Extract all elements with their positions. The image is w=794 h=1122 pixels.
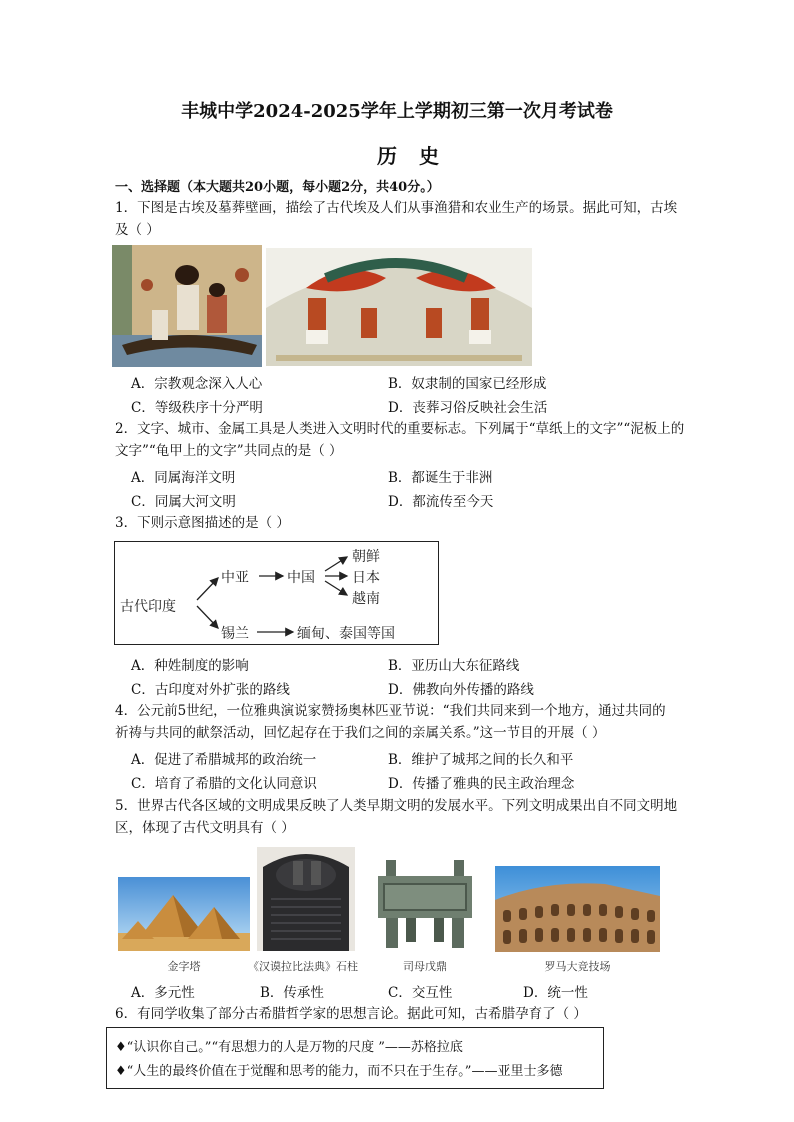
pyramids-image <box>118 877 250 951</box>
question-1-line1: 1．下图是古埃及墓葬壁画，描绘了古代埃及人们从事渔猎和农业生产的场景。据此可知，古埃 <box>115 200 678 216</box>
q3-option-a[interactable]: A．种姓制度的影响 <box>131 658 249 674</box>
diagram-node-dest3: 越南 <box>352 591 380 607</box>
colosseum-image <box>495 866 660 952</box>
question-4-stem <box>115 700 695 744</box>
hammurabi-stele-image <box>257 847 355 951</box>
caption-hammurabi: 《汉谟拉比法典》石柱 <box>248 960 358 973</box>
q3-option-b[interactable]: B．亚历山大东征路线 <box>388 658 520 674</box>
diagram-node-origin: 古代印度 <box>120 599 176 615</box>
q4-option-c[interactable]: C．培育了希腊的文化认同意识 <box>131 776 317 792</box>
q1-option-b[interactable]: B．奴隶制的国家已经形成 <box>388 376 547 392</box>
question-2-line1: 2．文字、城市、金属工具是人类进入文明时代的重要标志。下列属于“草纸上的文字”“泥板上的 <box>115 421 685 437</box>
question-1-stem <box>115 197 695 241</box>
q4-option-a[interactable]: A．促进了希腊城邦的政治统一 <box>131 752 317 768</box>
section-heading: 一、选择题（本大题共20小题，每小题2分，共40分。） <box>115 180 440 195</box>
question-1-line2: 及（ ） <box>115 222 160 238</box>
diagram-node-dest2: 日本 <box>352 570 380 586</box>
q5-option-c[interactable]: C．交互性 <box>388 985 453 1001</box>
question-2-stem <box>115 418 695 462</box>
q3-option-d[interactable]: D．佛教向外传播的路线 <box>388 682 534 698</box>
q2-option-b[interactable]: B．都诞生于非洲 <box>388 470 493 486</box>
q1-option-d[interactable]: D．丧葬习俗反映社会生活 <box>388 400 548 416</box>
quote-socrates: ♦“认识你自己。”“有思想力的人是万物的尺度 ”——苏格拉底 <box>115 1040 463 1055</box>
question-5-stem <box>115 795 695 839</box>
q2-option-a[interactable]: A．同属海洋文明 <box>131 470 236 486</box>
q5-option-d[interactable]: D．统一性 <box>523 985 588 1001</box>
question-4-line1: 4．公元前5世纪，一位雅典演说家赞扬奥林匹亚节说：“我们共同来到一个地方，通过共同的 <box>115 703 666 719</box>
quote-aristotle: ♦“人生的最终价值在于觉醒和思考的能力，而不只在于生存。”——亚里士多德 <box>115 1064 563 1079</box>
simuwu-ding-image <box>366 856 484 951</box>
q1-option-a[interactable]: A．宗教观念深入人心 <box>131 376 263 392</box>
question-4-line2: 祈祷与共同的献祭活动，回忆起存在于我们之间的亲属关系。”这一节目的开展（ ） <box>115 725 606 741</box>
exam-title: 丰城中学2024-2025学年上学期初三第一次月考试卷 <box>181 101 613 122</box>
egyptian-mural-image-2 <box>266 248 532 366</box>
diagram-node-dest1: 朝鲜 <box>352 549 380 565</box>
diagram-node-dest4: 缅甸、泰国等国 <box>297 626 395 642</box>
caption-pyramids: 金字塔 <box>167 960 201 973</box>
q2-option-c[interactable]: C．同属大河文明 <box>131 494 236 510</box>
question-5-line2: 区，体现了古代文明具有（ ） <box>115 820 295 836</box>
philosopher-quotes-box <box>106 1027 604 1089</box>
question-3-stem <box>115 512 695 534</box>
caption-ding: 司母戊鼎 <box>403 960 447 973</box>
question-5-line1: 5．世界古代各区域的文明成果反映了人类早期文明的发展水平。下列文明成果出自不同文明地 <box>115 798 678 814</box>
subject-title: 历史 <box>377 144 461 168</box>
q3-option-c[interactable]: C．古印度对外扩张的路线 <box>131 682 290 698</box>
q1-option-c[interactable]: C．等级秩序十分严明 <box>131 400 263 416</box>
q5-option-b[interactable]: B．传承性 <box>260 985 324 1001</box>
diagram-node-mid1: 中亚 <box>221 570 249 586</box>
question-6-line1: 6．有同学收集了部分古希腊哲学家的思想言论。据此可知，古希腊孕育了（ ） <box>115 1006 587 1022</box>
question-2-line2: 文字”“龟甲上的文字”共同点的是（ ） <box>115 443 343 459</box>
q4-option-b[interactable]: B．维护了城邦之间的长久和平 <box>388 752 574 768</box>
question-6-stem <box>115 1003 695 1025</box>
egyptian-mural-image-1 <box>112 245 262 367</box>
q4-option-d[interactable]: D．传播了雅典的民主政治理念 <box>388 776 575 792</box>
diagram-node-mid2: 中国 <box>287 570 315 586</box>
q5-option-a[interactable]: A．多元性 <box>131 985 195 1001</box>
question-3-line1: 3．下则示意图描述的是（ ） <box>115 515 290 531</box>
buddhism-spread-diagram <box>114 541 439 645</box>
q2-option-d[interactable]: D．都流传至今天 <box>388 494 494 510</box>
caption-colosseum: 罗马大竞技场 <box>544 960 611 973</box>
diagram-node-mid3: 锡兰 <box>221 626 249 642</box>
